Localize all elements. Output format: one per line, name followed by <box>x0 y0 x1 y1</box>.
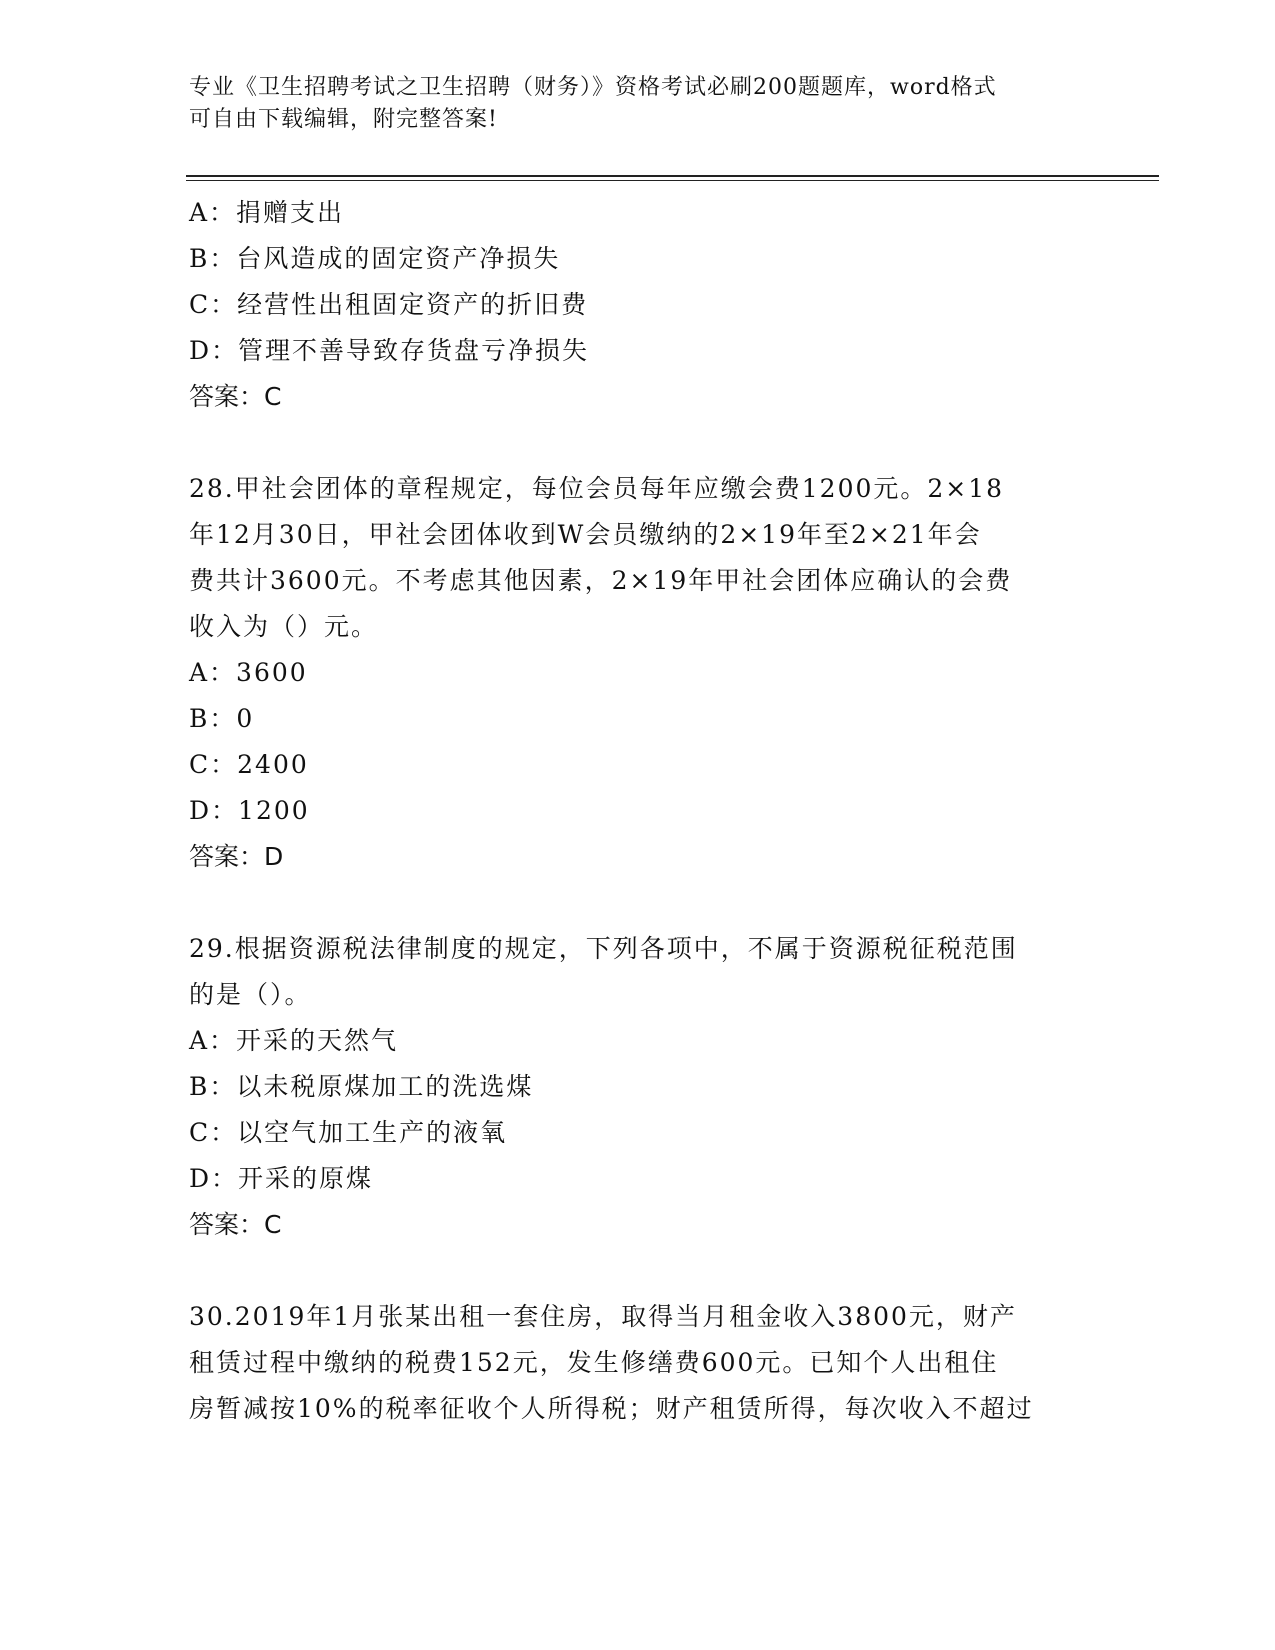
question-text-line: 29.根据资源税法律制度的规定，下列各项中，不属于资源税征税范围 <box>189 934 1018 963</box>
option-d: D：管理不善导致存货盘亏净损失 <box>189 336 590 365</box>
spacer <box>189 880 1089 926</box>
answer-line: 答案：C <box>189 1210 282 1239</box>
question-27 <box>189 190 1089 420</box>
header-line-1: 专业《卫生招聘考试之卫生招聘（财务）》资格考试必刷200题题库，word格式 <box>189 75 997 100</box>
option-c: C：经营性出租固定资产的折旧费 <box>189 290 589 319</box>
question-30 <box>189 1294 1089 1432</box>
question-text-line: 房暂减按10%的税率征收个人所得税；财产租赁所得，每次收入不超过 <box>189 1394 1034 1423</box>
option-a: A：捐赠支出 <box>189 198 345 227</box>
option-c: C：以空气加工生产的液氧 <box>189 1118 508 1147</box>
answer-line: 答案：D <box>189 842 284 871</box>
question-text-line: 30.2019年1月张某出租一套住房，取得当月租金收入3800元，财产 <box>189 1302 1017 1331</box>
question-text-line: 的是（）。 <box>189 980 312 1009</box>
question-text-line: 28.甲社会团体的章程规定，每位会员每年应缴会费1200元。2×18 <box>189 474 1005 503</box>
header-divider-thin <box>186 180 1159 181</box>
option-a: A：3600 <box>189 658 308 687</box>
question-28 <box>189 466 1089 880</box>
question-text-line: 收入为（）元。 <box>189 612 379 641</box>
option-d: D：开采的原煤 <box>189 1164 374 1193</box>
option-a: A：开采的天然气 <box>189 1026 399 1055</box>
question-text-line: 年12月30日，甲社会团体收到W会员缴纳的2×19年至2×21年会 <box>189 520 982 549</box>
question-text-line: 费共计3600元。不考虑其他因素，2×19年甲社会团体应确认的会费 <box>189 566 1013 595</box>
spacer <box>189 1248 1089 1294</box>
header-divider-thick <box>186 175 1159 177</box>
spacer <box>189 420 1089 466</box>
question-29 <box>189 926 1089 1248</box>
document-header <box>189 72 1089 136</box>
header-line-2: 可自由下载编辑，附完整答案! <box>189 107 498 132</box>
option-b: B：0 <box>189 704 255 733</box>
answer-line: 答案：C <box>189 382 282 411</box>
option-b: B：以未税原煤加工的洗选煤 <box>189 1072 534 1101</box>
question-text-line: 租赁过程中缴纳的税费152元，发生修缮费600元。已知个人出租住 <box>189 1348 999 1377</box>
option-b: B：台风造成的固定资产净损失 <box>189 244 561 273</box>
question-list <box>189 190 1089 1432</box>
option-c: C：2400 <box>189 750 309 779</box>
option-d: D：1200 <box>189 796 310 825</box>
